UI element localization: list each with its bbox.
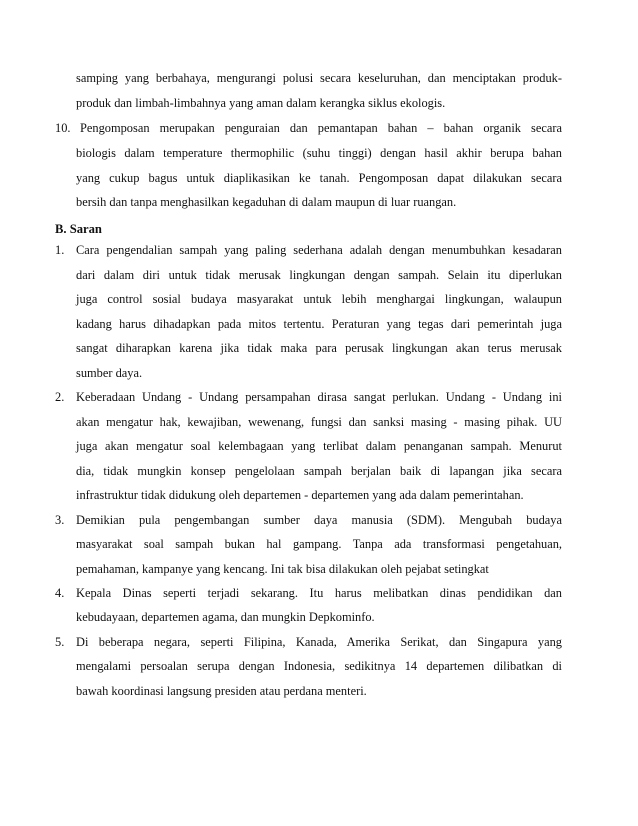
saran-item-3-number: 3. bbox=[55, 513, 65, 527]
saran-item-1-line-1: Cara pengendalian sampah yang paling sederhana adalah dengan menumbuhkan kesadaran bbox=[76, 243, 562, 257]
item-10-line-3: yang cukup bagus untuk diaplikasikan ke tanah. Pengomposan dapat dilakukan secara bbox=[76, 171, 562, 185]
section-b-heading: B. Saran bbox=[55, 222, 102, 236]
saran-item-1-line-6: sumber daya. bbox=[76, 366, 143, 380]
saran-item-1-number: 1. bbox=[55, 243, 65, 257]
saran-item-2-line-3: juga akan mengatur soal kelembagaan yang terlibat dalam penanganan sampah. Menurut bbox=[76, 439, 562, 453]
saran-item-2-number: 2. bbox=[55, 390, 65, 404]
item-10-line-2: biologis dalam temperature thermophilic (suhu tinggi) dengan hasil akhir berupa bahan bbox=[76, 146, 562, 160]
saran-item-1-line-3: juga control sosial budaya masyarakat untuk lebih menghargai lingkungan, walaupun bbox=[76, 292, 562, 306]
intro-line-2: produk dan limbah-limbahnya yang aman dalam kerangka siklus ekologis. bbox=[76, 96, 446, 110]
saran-item-5-number: 5. bbox=[55, 635, 65, 649]
saran-item-2-line-5: infrastruktur tidak didukung oleh departemen - departemen yang ada dalam pemerintahan. bbox=[76, 488, 524, 502]
saran-item-2-line-2: akan mengatur hak, kewajiban, wewenang, fungsi dan sanksi masing - masing pihak. UU bbox=[76, 415, 562, 429]
saran-item-5-line-2: mengalami persoalan serupa dengan Indonesia, sedikitnya 14 departemen dilibatkan di bbox=[76, 659, 562, 673]
saran-item-1-line-2: dari dalam diri untuk tidak merusak lingkungan dengan sampah. Selain itu diperlukan bbox=[76, 268, 562, 282]
saran-item-3-line-1: Demikian pula pengembangan sumber daya manusia (SDM). Mengubah budaya bbox=[76, 513, 562, 527]
saran-item-2-line-1: Keberadaan Undang - Undang persampahan dirasa sangat perlukan. Undang - Undang ini bbox=[76, 390, 562, 404]
saran-item-1-line-4: kadang harus dihadapkan pada mitos tertentu. Peraturan yang tegas dari pemerintah juga bbox=[76, 317, 562, 331]
saran-item-5-line-1: Di beberapa negara, seperti Filipina, Kanada, Amerika Serikat, dan Singapura yang bbox=[76, 635, 562, 649]
saran-item-4-line-2: kebudayaan, departemen agama, dan mungkin Depkominfo. bbox=[76, 610, 375, 624]
item-10-line-1: Pengomposan merupakan penguraian dan pemantapan bahan – bahan organik secara bbox=[80, 121, 562, 135]
item-10-line-4: bersih dan tanpa menghasilkan kegaduhan di dalam maupun di luar ruangan. bbox=[76, 195, 457, 209]
saran-item-3-line-3: pemahaman, kampanye yang kencang. Ini tak bisa dilakukan oleh pejabat setingkat bbox=[76, 562, 489, 576]
saran-item-5-line-3: bawah koordinasi langsung presiden atau perdana menteri. bbox=[76, 684, 367, 698]
saran-item-4-line-1: Kepala Dinas seperti terjadi sekarang. Itu harus melibatkan dinas pendidikan dan bbox=[76, 586, 562, 600]
saran-item-2-line-4: dia, tidak mungkin konsep pengelolaan sampah berjalan baik di lapangan jika secara bbox=[76, 464, 562, 478]
item-10-number: 10. bbox=[55, 121, 71, 135]
saran-item-1-line-5: sangat diharapkan karena jika tidak maka para perusak lingkungan akan terus merusak bbox=[76, 341, 562, 355]
saran-item-3-line-2: masyarakat soal sampah bukan hal gampang. Tanpa ada transformasi pengetahuan, bbox=[76, 537, 562, 551]
intro-line-1: samping yang berbahaya, mengurangi polusi secara keseluruhan, dan menciptakan produk- bbox=[76, 71, 562, 85]
saran-item-4-number: 4. bbox=[55, 586, 65, 600]
